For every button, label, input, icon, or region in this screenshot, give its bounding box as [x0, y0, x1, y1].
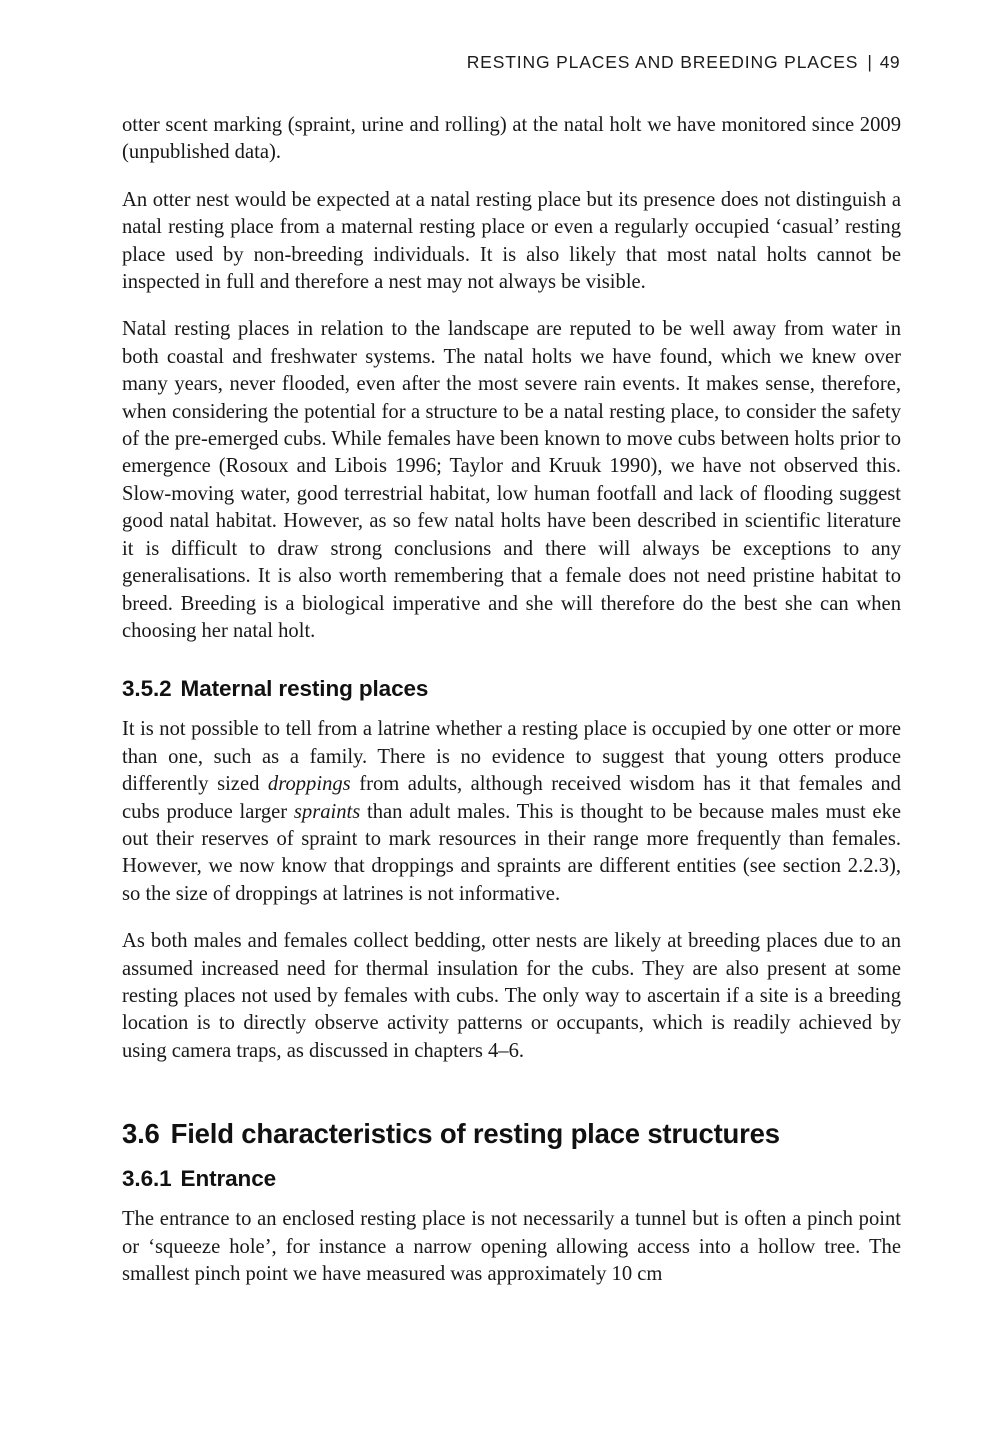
paragraph-bedding: As both males and females collect bedding, otter nests are likely at breeding places due to an assumed increased need for thermal insulation for the cubs. They are also present at some resting places not used by females with cubs. The only way to ascertain if a site is a breeding location is to directly observe activity patterns or occupants, which is readily achieved by using camera traps, as discussed in chapters 4–6.	[122, 930, 901, 1062]
paragraph-continuation: otter scent marking (spraint, urine and rolling) at the natal holt we have monitored since 2009 (unpublished data).	[122, 114, 901, 164]
paragraph-latrine-text-3: than adult males. This is thought to be because males must eke out their reserves of spraint to mark resources in their range more frequently than females. However, we now know that droppings and spraints are different entities (see section 2.2.3), so the size of droppings at latrines is not informative.	[122, 800, 902, 905]
heading-3-6-number: 3.6	[122, 1118, 160, 1150]
running-head	[122, 52, 900, 73]
heading-3-6-1-number: 3.6.1	[122, 1166, 172, 1192]
paragraph-latrine-text-2: from adults, although received wisdom has it that females and cubs produce larger	[122, 773, 901, 823]
heading-3-6	[122, 1117, 901, 1151]
heading-3-5-2-number: 3.5.2	[122, 676, 172, 702]
paragraph-natal-resting-places: Natal resting places in relation to the landscape are reputed to be well away from water in both coastal and freshwater systems. The natal holts we have found, which we knew over many years, never flooded, even after the most severe rain events. It makes sense, therefore, when considering the potential for a structure to be a natal resting place, to consider the safety of the pre-emerged cubs. While females have been known to move cubs between holts prior to emergence (Rosoux and Libois 1996; Taylor and Kruuk 1990), we have not observed this. Slow-moving water, good terrestrial habitat, low human footfall and lack of flooding suggest good natal habitat. However, as so few natal holts have been described in scientific literature it is difficult to draw strong conclusions and there will always be exceptions to any generalisations. It is also worth remembering that a female does not need pristine habitat to breed. Breeding is a biological imperative and she will therefore do the best she can when choosing her natal holt.	[122, 318, 901, 642]
emphasis-droppings: droppings	[267, 773, 351, 796]
heading-3-5-2-title: Maternal resting places	[180, 676, 429, 702]
heading-3-6-1-title: Entrance	[180, 1166, 277, 1192]
heading-3-6-1	[122, 1165, 901, 1193]
running-head-separator: |	[867, 52, 873, 72]
paragraph-entrance: The entrance to an enclosed resting place is not necessarily a tunnel but is often a pinch point or ‘squeeze hole’, for instance a narrow opening allowing access into a hollow tree. The smallest pinch point we have measured was approximately 10 cm	[122, 1208, 901, 1285]
paragraph-latrine	[122, 716, 901, 908]
page-number: 49	[879, 52, 900, 72]
heading-3-6-title: Field characteristics of resting place structures	[170, 1118, 780, 1150]
running-head-title: RESTING PLACES AND BREEDING PLACES	[466, 52, 859, 72]
paragraph-otter-nest: An otter nest would be expected at a natal resting place but its presence does not distinguish a natal resting place from a maternal resting place or even a regularly occupied ‘casual’ resting place used by non-breeding individuals. It is also likely that most natal holts cannot be inspected in full and therefore a nest may not always be visible.	[122, 188, 901, 294]
text-column	[122, 112, 901, 1288]
paragraph-latrine-text-1: It is not possible to tell from a latrine whether a resting place is occupied by one otter or more than one, such as a family. There is no evidence to suggest that young otters produce differently sized	[122, 718, 901, 796]
heading-3-5-2	[122, 675, 901, 703]
emphasis-spraints: spraints	[293, 800, 361, 823]
